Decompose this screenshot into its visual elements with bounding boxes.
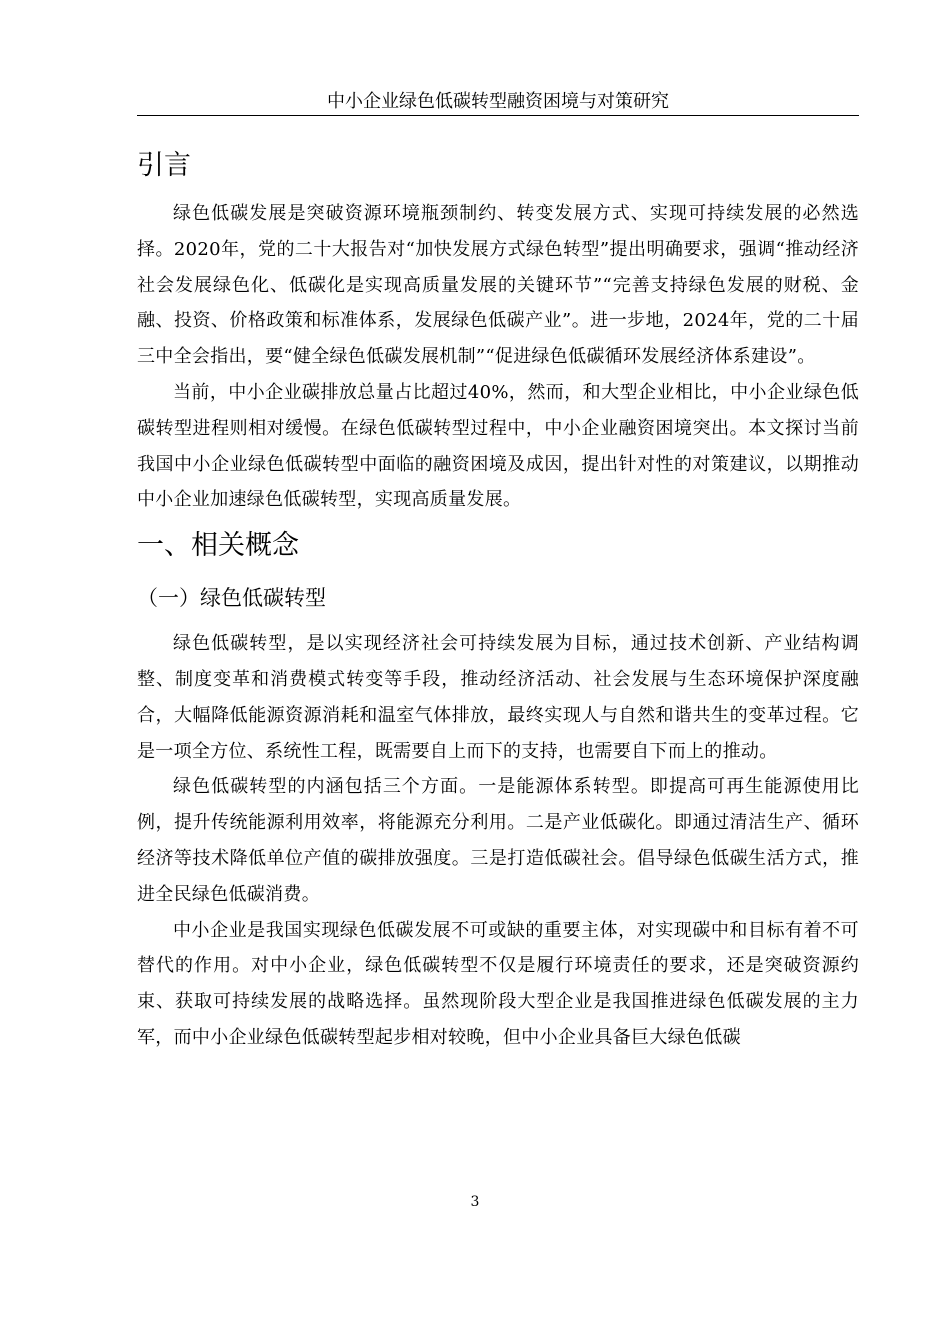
- page-content: [137, 140, 859, 1056]
- intro-paragraph-1: 绿色低碳发展是突破资源环境瓶颈制约、转变发展方式、实现可持续发展的必然选择。2020年，党的二十大报告对“加快发展方式绿色转型”提出明确要求，强调“推动经济社会发展绿色化、低碳化是实现高质量发展的关键环节”“完善支持绿色发展的财税、金融、投资、价格政策和标准体系，发展绿色低碳产业”。进一步地，2024年，党的二十届三中全会指出，要“健全绿色低碳发展机制”“促进绿色低碳循环发展经济体系建设”。: [137, 203, 859, 368]
- page-number: 3: [470, 1194, 480, 1210]
- header-rule: [137, 115, 859, 116]
- section-title-intro: 引言: [137, 150, 191, 181]
- section-title-concepts: 一、相关概念: [137, 530, 299, 562]
- concepts-paragraph-1: 绿色低碳转型，是以实现经济社会可持续发展为目标，通过技术创新、产业结构调整、制度变革和消费模式转变等手段，推动经济活动、社会发展与生态环境保护深度融合，大幅降低能源资源消耗和温室气体排放，最终实现人与自然和谐共生的变革过程。它是一项全方位、系统性工程，既需要自上而下的支持，也需要自下而上的推动。: [137, 633, 859, 762]
- concepts-paragraph-2: 绿色低碳转型的内涵包括三个方面。一是能源体系转型。即提高可再生能源使用比例，提升传统能源利用效率，将能源充分利用。二是产业低碳化。即通过清洁生产、循环经济等技术降低单位产值的碳排放强度。三是打造低碳社会。倡导绿色低碳生活方式，推进全民绿色低碳消费。: [137, 776, 859, 905]
- subsection-title-green-transition: （一）绿色低碳转型: [137, 586, 326, 611]
- concepts-paragraph-3: 中小企业是我国实现绿色低碳发展不可或缺的重要主体，对实现碳中和目标有着不可替代的作用。对中小企业，绿色低碳转型不仅是履行环境责任的要求，还是突破资源约束、获取可持续发展的战略选择。虽然现阶段大型企业是我国推进绿色低碳发展的主力军，而中小企业绿色低碳转型起步相对较晚，但中小企业具备巨大绿色低碳: [137, 919, 859, 1048]
- intro-paragraph-2: 当前，中小企业碳排放总量占比超过40%，然而，和大型企业相比，中小企业绿色低碳转型进程则相对缓慢。在绿色低碳转型过程中，中小企业融资困境突出。本文探讨当前我国中小企业绿色低碳转型中面临的融资困境及成因，提出针对性的对策建议，以期推动中小企业加速绿色低碳转型，实现高质量发展。: [137, 381, 859, 511]
- running-header: 中小企业绿色低碳转型融资困境与对策研究: [327, 91, 669, 112]
